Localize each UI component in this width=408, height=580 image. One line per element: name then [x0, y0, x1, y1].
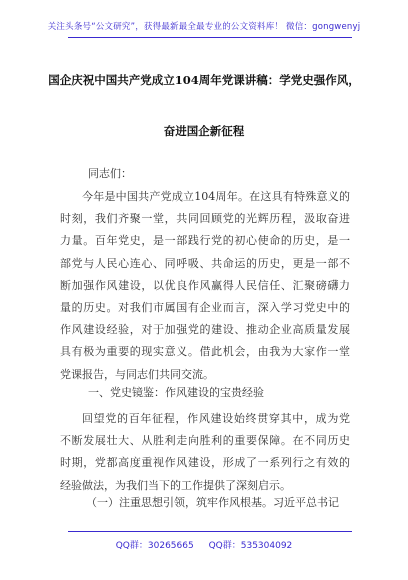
qq-group-1: QQ群：30265665: [115, 541, 194, 551]
paragraph-1-line: 作风建设经验，对于加强党的建设、推动企业高质量发展: [60, 323, 350, 337]
header-note: 关注头条号“公文研究”，获得最新最全最专业的公文资料库！ 微信：gongwenyj: [47, 22, 361, 32]
paragraph-1-line: 断加强作风建设，以优良作风赢得人民信任、汇聚磅礴力: [60, 278, 350, 292]
paragraph-1-line: 具有极为重要的现实意义。借此机会，由我为大家作一堂: [60, 345, 350, 359]
section-heading: 一、党史镜鉴：作风建设的宝贵经验: [88, 386, 264, 399]
paragraph-2: [60, 408, 350, 497]
paragraph-2-line: 不断发展壮大、从胜利走向胜利的重要保障。在不同历史: [60, 434, 350, 448]
document-title-line1: 国企庆祝中国共产党成立104周年党课讲稿：学党史强作风，: [48, 73, 360, 87]
qq-group-2: QQ群：535304092: [208, 541, 293, 551]
paragraph-1-line: 时刻，我们齐聚一堂，共同回顾党的光辉历程，汲取奋进: [60, 212, 350, 226]
subsection-heading: （一）注重思想引领，筑牢作风根基。习近平总书记: [86, 496, 339, 509]
document-title-line2: 奋进国企新征程: [163, 124, 245, 138]
paragraph-1-line: 今年是中国共产党成立104周年。在这具有特殊意义的: [82, 190, 350, 203]
paragraph-1-line: 部党与人民心连心、同呼吸、共命运的历史，更是一部不: [60, 256, 350, 270]
footer: [0, 538, 408, 551]
paragraph-1: [60, 186, 350, 386]
paragraph-2-line: 回望党的百年征程，作风建设始终贯穿其中，成为党: [82, 412, 350, 425]
paragraph-1-line: 量的历史。对我们市属国有企业而言，深入学习党史中的: [60, 301, 350, 315]
greeting: 同志们：: [88, 167, 132, 180]
paragraph-2-line: 经验做法，为我们当下的工作提供了深刻启示。: [60, 478, 291, 492]
paragraph-2-line: 时期，党都高度重视作风建设，形成了一系列行之有效的: [60, 456, 350, 470]
footer-divider: [68, 531, 352, 532]
header-divider: [68, 37, 352, 38]
paragraph-1-line: 力量。百年党史，是一部践行党的初心使命的历史，是一: [60, 234, 350, 248]
paragraph-1-line: 党课报告，与同志们共同交流。: [60, 367, 214, 381]
